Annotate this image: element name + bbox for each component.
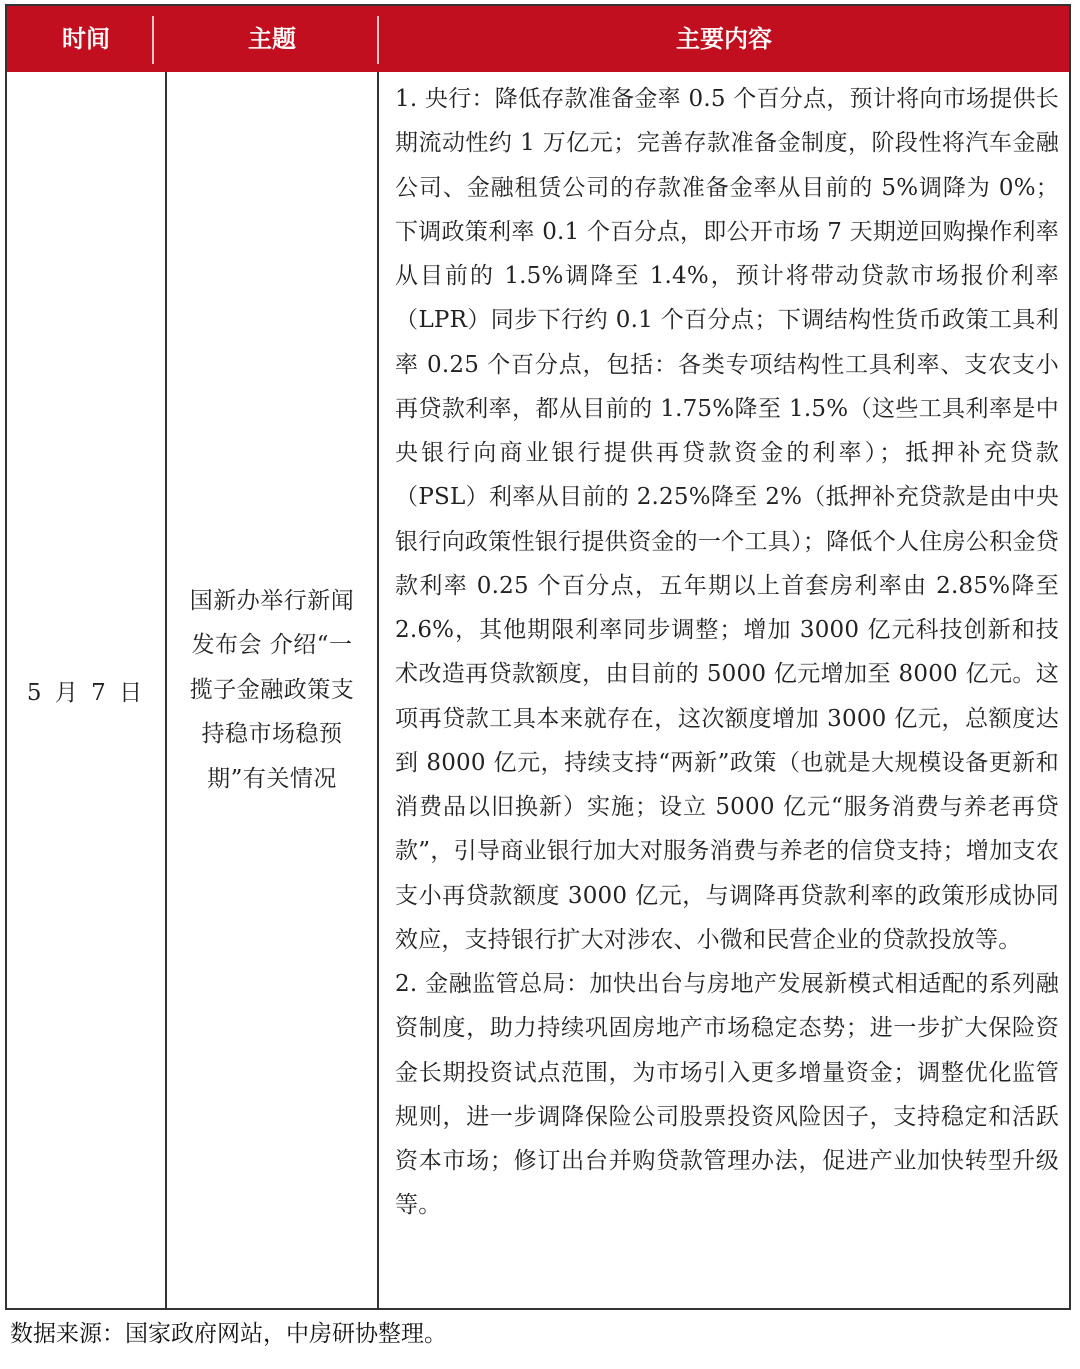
table-header bbox=[7, 4, 1069, 72]
header-time: 时间 bbox=[62, 25, 110, 53]
header-topic: 主题 bbox=[248, 25, 296, 53]
date-cell: 5 月 7 日 bbox=[26, 679, 146, 706]
topic-text: 国新办举行新闻发布会 介绍“一揽子金融政策支持稳市场稳预期”有关情况 bbox=[189, 587, 355, 792]
header-content: 主要内容 bbox=[676, 25, 772, 53]
topic-cell bbox=[167, 72, 377, 1308]
content-paragraph-nfra: 2. 金融监管总局：加快出台与房地产发展新模式相适配的系列融资制度，助力持续巩固房地产市场稳定态势；进一步扩大保险资金长期投资试点范围，为市场引入更多增量资金；调整优化监管规则，进一步调降保险公司股票投资风险因子，支持稳定和活跃资本市场；修订出台并购贷款管理办法，促进产业加快转型升级等。 bbox=[395, 971, 1059, 1219]
source-note: 数据来源：国家政府网站，中房研协整理。 bbox=[10, 1321, 447, 1347]
policy-table bbox=[5, 4, 1071, 1310]
header-divider bbox=[152, 16, 154, 64]
content-paragraph-pboc: 1. 央行：降低存款准备金率 0.5 个百分点，预计将向市场提供长期流动性约 1 万亿元；完善存款准备金制度，阶段性将汽车金融公司、金融租赁公司的存款准备金率从目前的 5%调降为 0%；下调政策利率 0.1 个百分点，即公开市场 7 天期逆回购操作利率从目前的 1.5%调降至 1.4%，预计将带动贷款市场报价利率（LPR）同步下行约 0.1 个百分点；下调结构性货币政策工具利率 0.25 个百分点，包括：各类专项结构性工具利率、支农支小再贷款利率，都从目前的 1.75%降至 1.5%（这些工具利率是中央银行向商业银行提供再贷款资金的利率）；抵押补充贷款（PSL）利率从目前的 2.25%降至 2%（抵押补充贷款是由中央银行向政策性银行提供资金的一个工具）；降低个人住房公积金贷款利率 0.25 个百分点，五年期以上首套房利率由 2.85%降至 2.6%，其他期限利率同步调整；增加 3000 亿元科技创新和技术改造再贷款额度，由目前的 5000 亿元增加至 8000 亿元。这项再贷款工具本来就存在，这次额度增加 3000 亿元，总额度达到 8000 亿元，持续支持“两新”政策（也就是大规模设备更新和消费品以旧换新）实施；设立 5000 亿元“服务消费与养老再贷款”，引导商业银行加大对服务消费与养老的信贷支持；增加支农支小再贷款额度 3000 亿元，与调降再贷款利率的政策形成协同效应，支持银行扩大对涉农、小微和民营企业的贷款投放等。 bbox=[395, 86, 1059, 953]
content-cell bbox=[379, 72, 1069, 1308]
